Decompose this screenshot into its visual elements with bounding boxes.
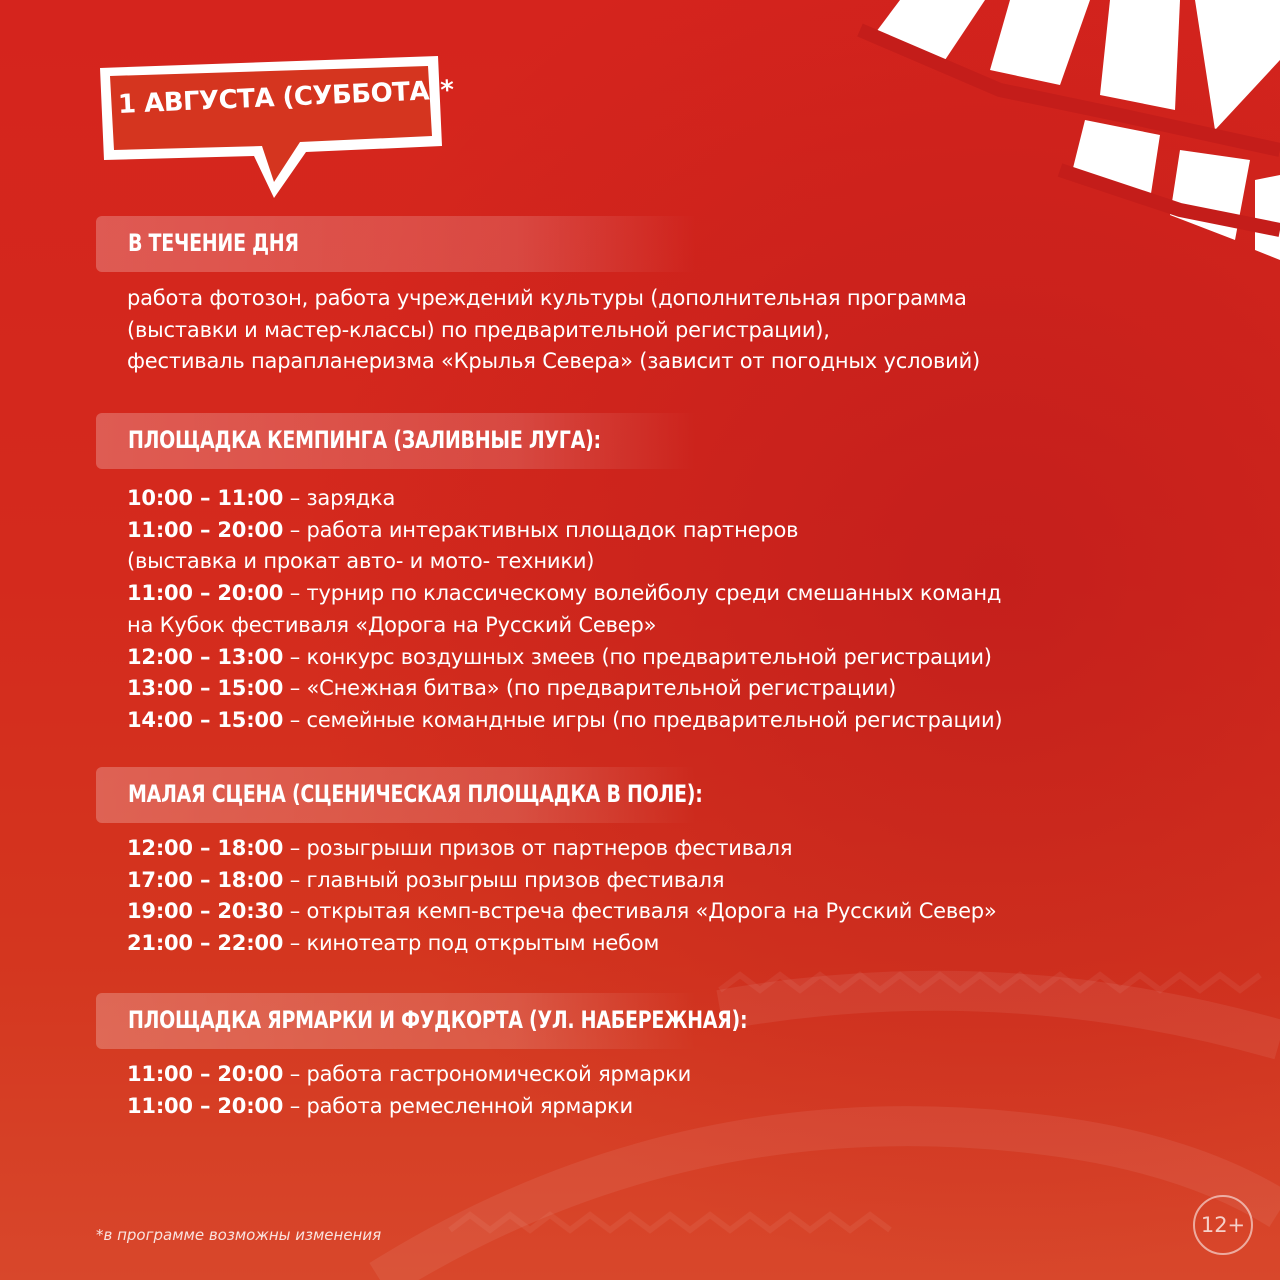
speech-bubble-shape <box>96 52 455 200</box>
list-item: (выставка и прокат авто- и мото- техники) <box>127 549 595 574</box>
list-item: работа фотозон, работа учреждений культуры (дополнительная программа <box>127 286 967 310</box>
time-range: 11:00 – 20:00 <box>127 1093 284 1118</box>
age-rating-badge: 12+ <box>1193 1195 1253 1255</box>
list-item: фестиваль парапланеризма «Крылья Севера» (зависит от погодных условий) <box>127 349 981 374</box>
section-during-day <box>96 216 1196 378</box>
time-range: 12:00 – 18:00 <box>127 836 284 860</box>
time-range: 11:00 – 20:00 <box>127 517 284 542</box>
footnote: *в программе возможны изменения <box>96 1226 382 1244</box>
section-lines <box>96 833 1196 960</box>
time-range: 13:00 – 15:00 <box>127 676 284 701</box>
time-range: 17:00 – 18:00 <box>127 867 284 892</box>
section-small-stage <box>96 767 1196 960</box>
time-range: 14:00 – 15:00 <box>127 707 284 732</box>
list-item: 11:00 – 20:00 – работа ремесленной ярмарки <box>127 1093 633 1118</box>
section-header <box>96 216 696 272</box>
list-item: 11:00 – 20:00 – работа интерактивных площадок партнеров <box>127 517 799 542</box>
time-range: 11:00 – 20:00 <box>127 1062 284 1086</box>
section-title: МАЛАЯ СЦЕНА (СЦЕНИЧЕСКАЯ ПЛОЩАДКА В ПОЛЕ): <box>128 780 703 808</box>
list-item: 14:00 – 15:00 – семейные командные игры (по предварительной регистрации) <box>127 707 1003 732</box>
section-title: В ТЕЧЕНИЕ ДНЯ <box>128 229 299 257</box>
time-range: 10:00 – 11:00 <box>127 486 284 510</box>
time-range: 21:00 – 22:00 <box>127 931 284 956</box>
section-camping <box>96 413 1196 737</box>
section-lines <box>96 283 1196 378</box>
list-item: на Кубок фестиваля «Дорога на Русский Север» <box>127 612 657 637</box>
list-item: 17:00 – 18:00 – главный розыгрыш призов фестиваля <box>127 867 725 892</box>
list-item: 11:00 – 20:00 – работа гастрономической ярмарки <box>127 1062 692 1086</box>
section-title: ПЛОЩАДКА ЯРМАРКИ И ФУДКОРТА (УЛ. НАБЕРЕЖНАЯ): <box>128 1006 748 1034</box>
time-range: 12:00 – 13:00 <box>127 644 284 669</box>
section-title: ПЛОЩАДКА КЕМПИНГА (ЗАЛИВНЫЕ ЛУГА): <box>128 426 601 454</box>
section-header <box>96 993 748 1049</box>
page-title: 1 АВГУСТА (СУББОТА)* <box>117 75 455 120</box>
section-header <box>96 767 703 823</box>
section-lines <box>96 1059 1196 1122</box>
time-range: 11:00 – 20:00 <box>127 581 284 606</box>
time-range: 19:00 – 20:30 <box>127 899 284 924</box>
list-item: 13:00 – 15:00 – «Снежная битва» (по предварительной регистрации) <box>127 676 897 701</box>
list-item: 12:00 – 13:00 – конкурс воздушных змеев (по предварительной регистрации) <box>127 644 992 669</box>
section-lines <box>96 483 1196 737</box>
date-badge <box>96 52 455 200</box>
list-item: 21:00 – 22:00 – кинотеатр под открытым небом <box>127 931 660 956</box>
list-item: 12:00 – 18:00 – розыгрыши призов от партнеров фестиваля <box>127 836 793 860</box>
list-item: 19:00 – 20:30 – открытая кемп-встреча фестиваля «Дорога на Русский Север» <box>127 899 997 924</box>
section-header <box>96 413 696 469</box>
list-item: 11:00 – 20:00 – турнир по классическому волейболу среди смешанных команд <box>127 581 1002 606</box>
section-fair-foodcourt <box>96 993 1196 1122</box>
list-item: 10:00 – 11:00 – зарядка <box>127 486 396 510</box>
list-item: (выставки и мастер-классы) по предварительной регистрации), <box>127 317 830 342</box>
